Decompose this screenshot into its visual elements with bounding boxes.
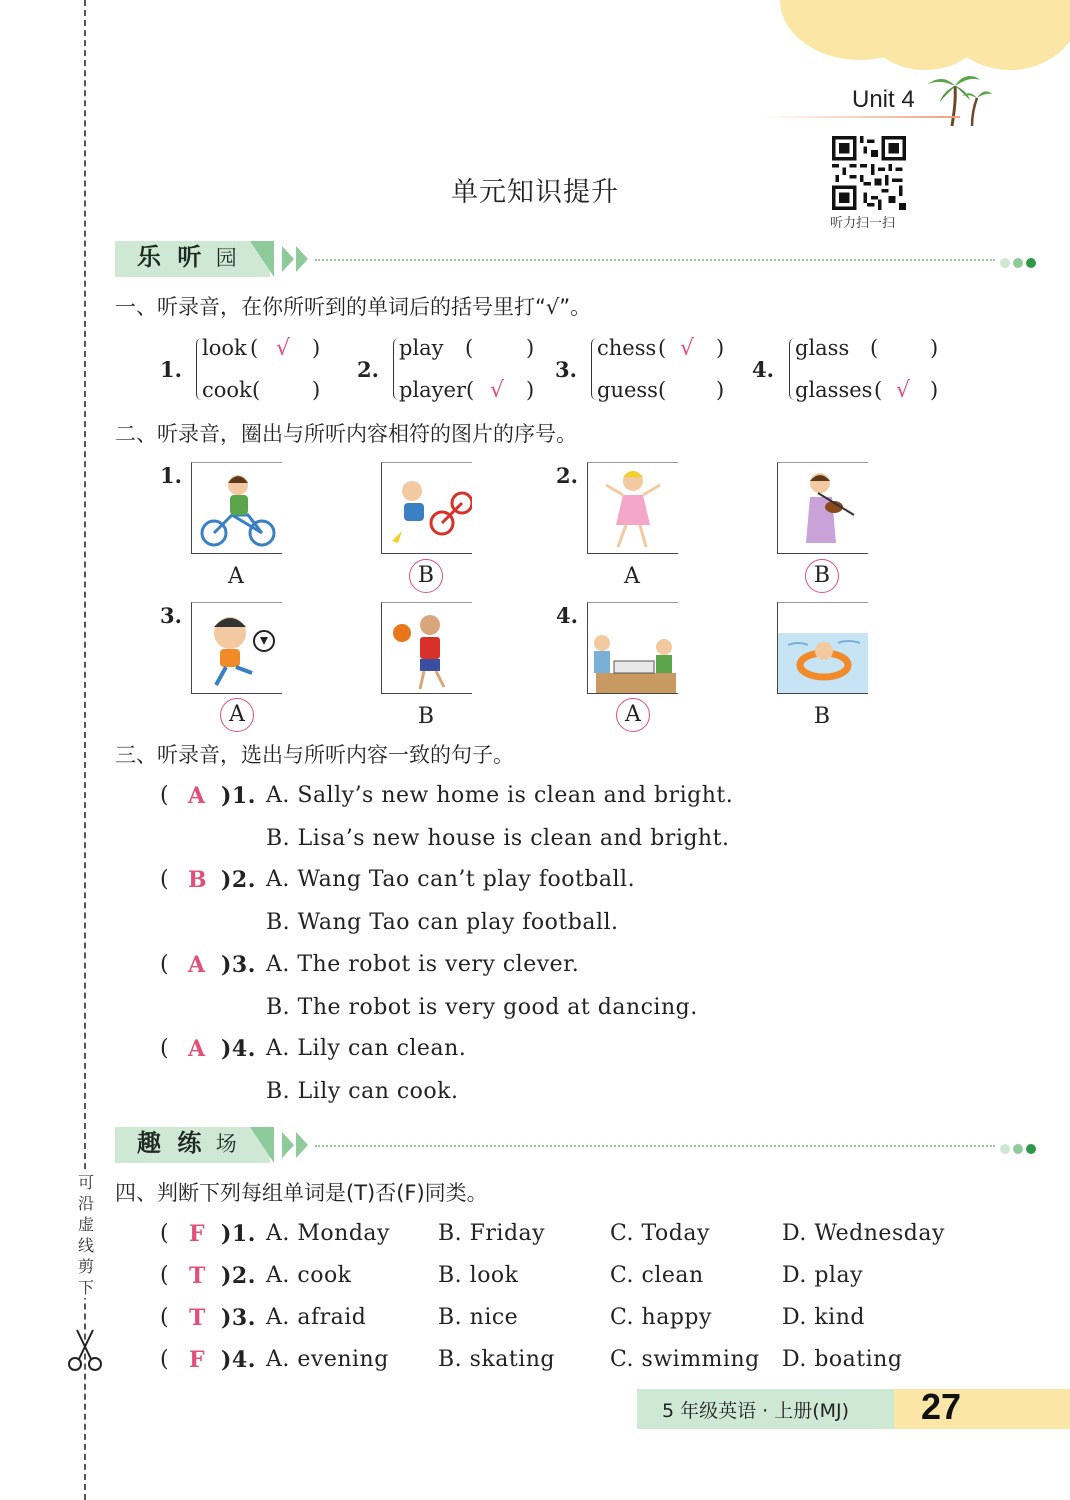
- section-banner-practice: [115, 1127, 1055, 1163]
- answer-paren-open: (: [160, 1263, 170, 1288]
- option-a[interactable]: A: [624, 564, 640, 589]
- banner-corner: [250, 1127, 274, 1163]
- word-d: D. Wednesday: [782, 1221, 945, 1246]
- picture-boy-playing-football: [191, 602, 282, 694]
- qr-code-icon[interactable]: [832, 136, 906, 210]
- option-a[interactable]: A: [228, 564, 244, 589]
- picture-girl-playing-violin: [777, 462, 868, 554]
- question-number: )3.: [221, 1305, 256, 1331]
- sentence-a: A. Wang Tao can’t play football.: [266, 867, 636, 892]
- s1-word: glasses: [795, 378, 873, 402]
- picture-children-playing-chess: [587, 602, 678, 694]
- option-b-circled[interactable]: B: [409, 559, 443, 593]
- banner-char: 园: [215, 246, 237, 270]
- banner-dotted-line: [315, 259, 995, 261]
- answer-letter: A: [188, 783, 206, 809]
- unit-label: Unit 4: [852, 86, 915, 113]
- question-number: )2.: [221, 867, 256, 893]
- double-arrow-icon: [280, 244, 314, 274]
- picture-girl-dancing: [587, 462, 678, 554]
- s1-word: chess: [597, 336, 657, 360]
- s1-word: glass: [795, 336, 850, 360]
- question-number: )1.: [221, 1221, 256, 1247]
- s1-word: cook: [202, 378, 252, 402]
- s1-check-mark: √: [680, 336, 695, 361]
- s2-item-number: 4.: [556, 603, 578, 628]
- unit-underline: [760, 116, 960, 118]
- s1-paren-close: ): [312, 336, 321, 360]
- s1-paren-close: ): [930, 336, 939, 360]
- banner-char: 趣: [137, 1129, 161, 1157]
- s1-paren-open: (: [465, 336, 474, 360]
- s2-item-number: 2.: [556, 463, 578, 488]
- page-number: 27: [921, 1386, 962, 1427]
- sentence-b: B. Lisa’s new house is clean and bright.: [266, 826, 730, 851]
- answer-letter: A: [188, 1036, 206, 1062]
- option-a-circled[interactable]: A: [220, 698, 254, 732]
- banner-title: [137, 1123, 237, 1158]
- banner-dots: [1000, 1139, 1039, 1158]
- footer-book-title: 5 年级英语 · 上册(MJ): [662, 1400, 850, 1422]
- picture-boy-falling-off-bike: [381, 462, 472, 554]
- word-c: C. happy: [610, 1305, 712, 1330]
- qr-label: 听力扫一扫: [830, 216, 896, 231]
- word-d: D. play: [782, 1263, 864, 1288]
- banner-dotted-line: [315, 1145, 995, 1147]
- sentence-a: A. Sally’s new home is clean and bright.: [266, 783, 734, 808]
- sentence-b: B. Wang Tao can play football.: [266, 910, 619, 935]
- s1-check-mark: √: [276, 336, 291, 361]
- answer-paren-open: (: [160, 783, 170, 808]
- word-d: D. kind: [782, 1305, 865, 1330]
- answer-letter: F: [189, 1347, 206, 1373]
- sentence-a: A. The robot is very clever.: [266, 952, 580, 977]
- s1-check-mark: √: [490, 378, 505, 403]
- section-1-title: 一、听录音，在你所听到的单词后的括号里打“√”。: [115, 295, 592, 319]
- palm-tree-icon: [922, 68, 994, 128]
- s1-item-number: 2.: [357, 357, 379, 382]
- word-d: D. boating: [782, 1347, 903, 1372]
- s1-word: guess: [597, 378, 658, 402]
- s1-item-number: 3.: [555, 357, 577, 382]
- picture-boy-swimming: [777, 602, 868, 694]
- picture-boy-playing-basketball: [381, 602, 472, 694]
- word-a: A. Monday: [266, 1221, 390, 1246]
- banner-char: 场: [215, 1132, 237, 1156]
- banner-char: 练: [177, 1129, 202, 1157]
- cloud-decoration: [800, 0, 1070, 50]
- picture-boy-riding-bike: [191, 462, 282, 554]
- section-4-title: 四、判断下列每组单词是(T)否(F)同类。: [115, 1181, 488, 1205]
- answer-letter: T: [189, 1305, 206, 1331]
- page-title: 单元知识提升: [451, 177, 619, 208]
- section-3-title: 三、听录音，选出与所听内容一致的句子。: [115, 743, 514, 767]
- s1-paren-open: (: [250, 336, 259, 360]
- word-c: C. Today: [610, 1221, 710, 1246]
- word-b: B. Friday: [438, 1221, 546, 1246]
- answer-letter: B: [188, 867, 208, 893]
- s1-paren-open: (: [874, 378, 883, 402]
- s1-item-number: 1.: [160, 357, 182, 382]
- answer-paren-open: (: [160, 1036, 170, 1061]
- word-a: A. cook: [266, 1263, 352, 1288]
- question-number: )4.: [221, 1036, 256, 1062]
- answer-letter: F: [189, 1221, 206, 1247]
- word-b: B. nice: [438, 1305, 519, 1330]
- s1-paren-open: (: [658, 336, 667, 360]
- s1-word: player: [399, 378, 467, 402]
- s1-paren-close: ): [716, 378, 725, 402]
- sentence-b: B. The robot is very good at dancing.: [266, 995, 698, 1020]
- question-number: )2.: [221, 1263, 256, 1289]
- s1-paren-close: ): [930, 378, 939, 402]
- s2-item-number: 1.: [160, 463, 182, 488]
- banner-char: 乐: [137, 243, 161, 271]
- word-b: B. skating: [438, 1347, 556, 1372]
- word-b: B. look: [438, 1263, 519, 1288]
- sentence-b: B. Lily can cook.: [266, 1079, 459, 1104]
- banner-title: [137, 237, 237, 272]
- s1-item-number: 4.: [752, 357, 774, 382]
- word-c: C. clean: [610, 1263, 704, 1288]
- answer-paren-open: (: [160, 867, 170, 892]
- s1-paren-close: ): [312, 378, 321, 402]
- double-arrow-icon: [280, 1130, 314, 1160]
- answer-paren-open: (: [160, 1347, 170, 1372]
- s1-paren-open: (: [658, 378, 667, 402]
- word-a: A. evening: [266, 1347, 389, 1372]
- question-number: )4.: [221, 1347, 256, 1373]
- s2-item-number: 3.: [160, 603, 182, 628]
- s1-check-mark: √: [896, 378, 911, 403]
- option-a-circled[interactable]: A: [616, 698, 650, 732]
- word-c: C. swimming: [610, 1347, 760, 1372]
- s1-word: look: [202, 336, 247, 360]
- cut-instruction: 可沿虚线剪下: [77, 1173, 94, 1297]
- sentence-a: A. Lily can clean.: [266, 1036, 467, 1061]
- answer-letter: A: [188, 952, 206, 978]
- banner-char: 听: [177, 243, 202, 271]
- answer-letter: T: [189, 1263, 206, 1289]
- answer-paren-open: (: [160, 952, 170, 977]
- option-b[interactable]: B: [417, 704, 435, 729]
- section-banner-listening: [115, 241, 1055, 277]
- s1-paren-open: (: [252, 378, 261, 402]
- banner-dots: [1000, 253, 1039, 272]
- word-a: A. afraid: [266, 1305, 367, 1330]
- option-b[interactable]: B: [813, 704, 831, 729]
- scissors-icon: [66, 1328, 104, 1372]
- section-2-title: 二、听录音，圈出与所听内容相符的图片的序号。: [115, 422, 577, 446]
- option-b-circled[interactable]: B: [805, 559, 839, 593]
- s1-paren-close: ): [526, 336, 535, 360]
- question-number: )1.: [221, 783, 256, 809]
- question-number: )3.: [221, 952, 256, 978]
- s1-paren-close: ): [526, 378, 535, 402]
- s1-paren-open: (: [466, 378, 475, 402]
- answer-paren-open: (: [160, 1221, 170, 1246]
- s1-paren-open: (: [870, 336, 879, 360]
- s1-word: play: [399, 336, 444, 360]
- s1-paren-close: ): [716, 336, 725, 360]
- answer-paren-open: (: [160, 1305, 170, 1330]
- banner-corner: [250, 241, 274, 277]
